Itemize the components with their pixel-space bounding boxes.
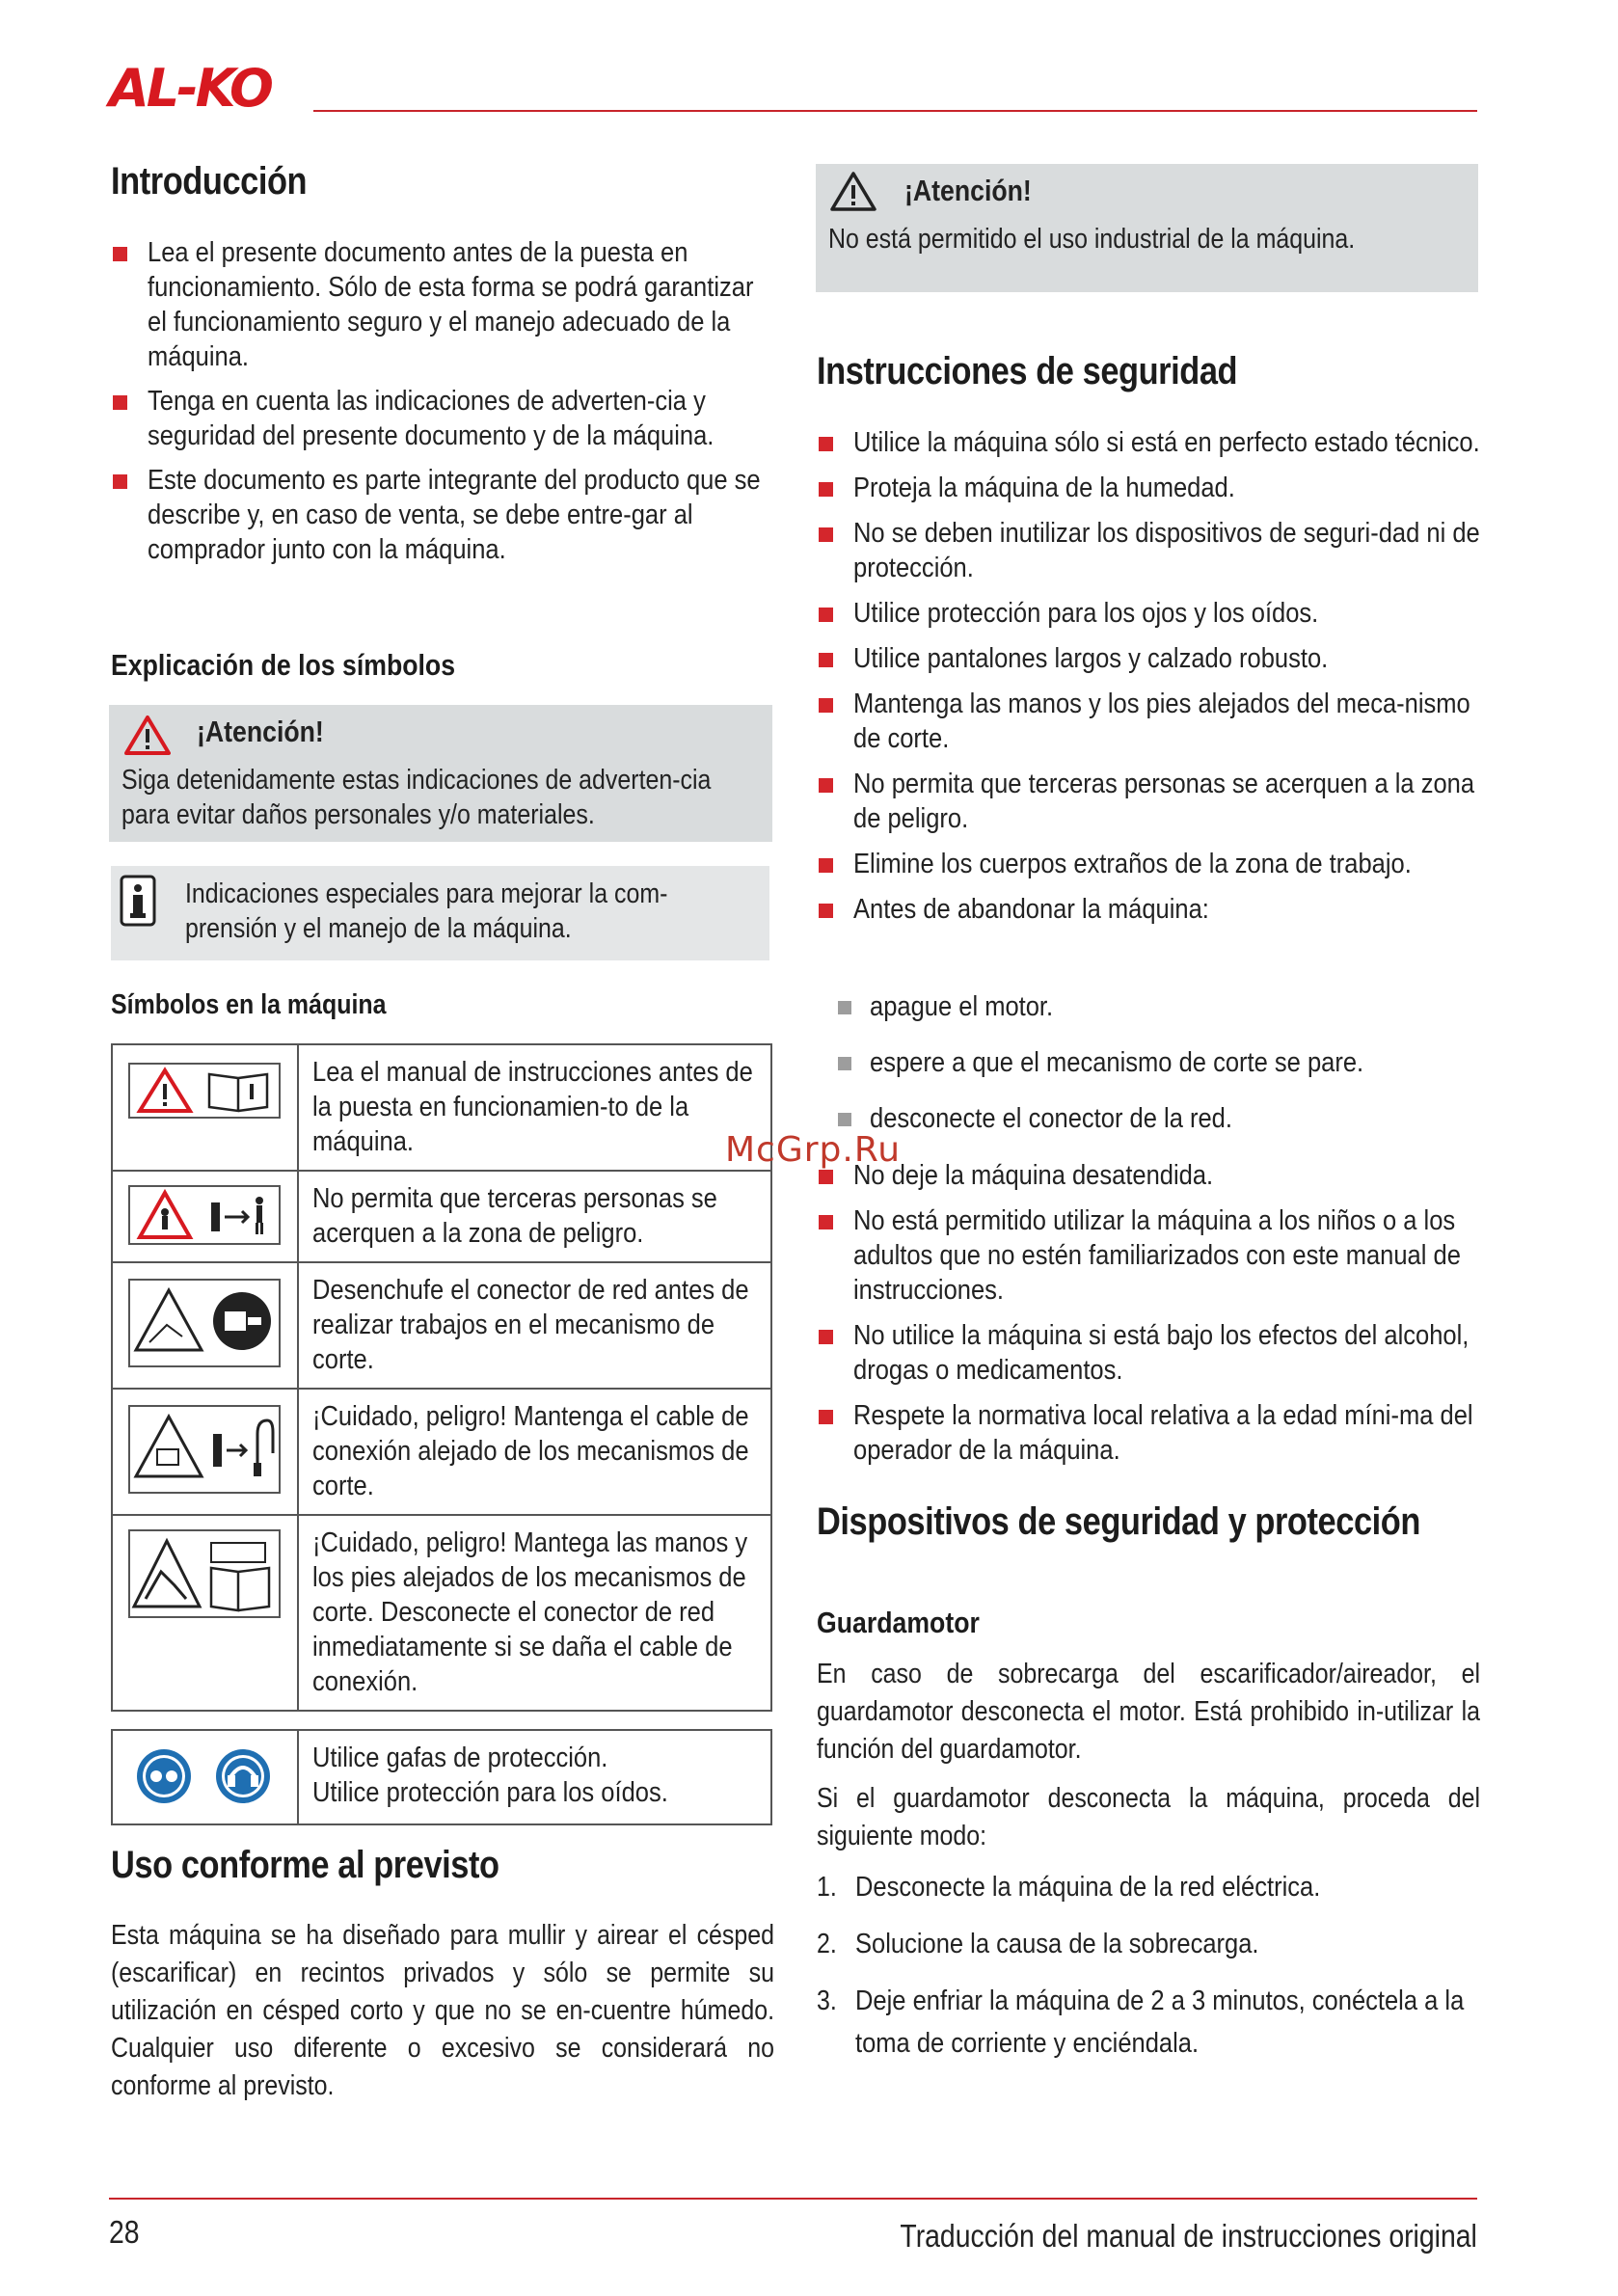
- guard-text-1: En caso de sobrecarga del escarificador/aireador, el guardamotor desconecta el motor. Está prohibido in-utilizar la función del guardamotor.: [817, 1659, 1480, 1765]
- list-item: Mantenga las manos y los pies alejados del meca-nismo de corte.: [817, 687, 1482, 756]
- header-rule: [313, 110, 1477, 112]
- list-item: 3. Deje enfriar la máquina de 2 a 3 minutos, conéctela a la toma de corriente y enciéndala.: [817, 1985, 1465, 2059]
- attention-text: No está permitido el uso industrial de la máquina.: [828, 224, 1356, 255]
- table-row: [112, 1171, 771, 1262]
- list-item: Antes de abandonar la máquina:: [817, 892, 1482, 927]
- protection-table: [111, 1729, 772, 1825]
- footer-rule: [109, 2198, 1477, 2200]
- list-item: No deje la máquina desatendida.: [817, 1158, 1482, 1193]
- bullet-icon: [819, 608, 833, 622]
- intro-title: Introducción: [111, 160, 308, 203]
- symbol-table: [111, 1043, 772, 1712]
- warning-triangle-icon: [124, 715, 171, 755]
- safety-list: [817, 425, 1482, 944]
- list-item: Utilice pantalones largos y calzado robusto.: [817, 641, 1482, 676]
- use-title: Uso conforme al previsto: [111, 1844, 499, 1886]
- list-item: apague el motor.: [817, 989, 1482, 1024]
- keep-distance-icon: [128, 1185, 281, 1245]
- list-item: Proteja la máquina de la humedad.: [817, 471, 1482, 505]
- page-number: 28: [109, 2214, 140, 2250]
- list-item: 1. Desconecte la máquina de la red eléctrica.: [817, 1872, 1321, 1903]
- alko-logo: [109, 58, 302, 119]
- table-row: [112, 1389, 771, 1515]
- safety-list-2: [817, 1158, 1482, 1468]
- bullet-icon: [838, 1113, 851, 1126]
- bullet-icon: [819, 1170, 833, 1184]
- attention-text: Siga detenidamente estas indicaciones de adverten-cia para evitar daños personales y/o materiales.: [121, 765, 712, 830]
- list-item: No utilice la máquina si está bajo los efectos del alcohol, drogas o medicamentos.: [817, 1318, 1482, 1388]
- bullet-icon: [819, 653, 833, 667]
- symbol-cell: [112, 1515, 298, 1711]
- machine-symbols-title: Símbolos en la máquina: [111, 989, 387, 1020]
- list-item: Respete la normativa local relativa a la edad míni-ma del operador de la máquina.: [817, 1398, 1482, 1468]
- list-item: 2. Solucione la causa de la sobrecarga.: [817, 1929, 1259, 1959]
- devices-title: Dispositivos de seguridad y protección: [817, 1500, 1420, 1543]
- list-item: espere a que el mecanismo de corte se pare.: [817, 1045, 1482, 1080]
- symbol-text: Utilice gafas de protección. Utilice protección para los oídos.: [298, 1730, 771, 1824]
- safety-sublist: [817, 989, 1482, 1136]
- info-text: Indicaciones especiales para mejorar la com-prensión y el manejo de la máquina.: [185, 878, 668, 944]
- symbols-title: Explicación de los símbolos: [111, 648, 456, 682]
- bullet-icon: [113, 474, 127, 489]
- table-row: [112, 1262, 771, 1389]
- attention-box-right: [816, 164, 1478, 292]
- symbol-text: No permita que terceras personas se acerquen a la zona de peligro.: [298, 1171, 771, 1262]
- bullet-icon: [819, 1410, 833, 1424]
- use-text: Esta máquina se ha diseñado para mullir y airear el césped (escarificar) en recintos privados y sólo se permite su utilización en césped corto y que no se en-cuentre húmedo. Cualquier uso diferente o excesivo se considerará no conforme al previsto.: [111, 1920, 774, 2101]
- read-manual-icon: [128, 1063, 281, 1119]
- attention-title: ¡Atención!: [904, 174, 1032, 207]
- list-item: Este documento es parte integrante del producto que se describe y, en caso de venta, se debe entre-gar al comprador junto con la máquina.: [111, 463, 776, 567]
- bullet-icon: [819, 858, 833, 873]
- bullet-icon: [819, 1330, 833, 1344]
- guard-text-2: Si el guardamotor desconecta la máquina, proceda del siguiente modo:: [817, 1783, 1480, 1851]
- intro-list: [111, 235, 776, 567]
- eye-ear-protection-icon: [128, 1746, 281, 1806]
- bullet-icon: [819, 698, 833, 713]
- table-row: [112, 1044, 771, 1171]
- list-item: desconecte el conector de la red.: [817, 1101, 1482, 1136]
- symbol-text: Lea el manual de instrucciones antes de la puesta en funcionamien-to de la máquina.: [298, 1044, 771, 1171]
- bullet-icon: [838, 1057, 851, 1070]
- list-item: No está permitido utilizar la máquina a los niños o a los adultos que no estén familiarizados con este manual de instrucciones.: [817, 1203, 1482, 1308]
- list-item: Elimine los cuerpos extraños de la zona de trabajo.: [817, 847, 1482, 881]
- symbol-cell: [112, 1262, 298, 1389]
- list-item: Tenga en cuenta las indicaciones de adverten-cia y seguridad del presente documento y de la máquina.: [111, 384, 776, 453]
- watermark: McGrp.Ru: [725, 1130, 902, 1170]
- cable-hazard-icon: [128, 1405, 281, 1494]
- list-item: No permita que terceras personas se acerquen a la zona de peligro.: [817, 767, 1482, 836]
- symbol-cell: [112, 1171, 298, 1262]
- bullet-icon: [819, 778, 833, 793]
- bullet-icon: [819, 482, 833, 497]
- hands-feet-hazard-icon: [128, 1529, 281, 1618]
- attention-title: ¡Atención!: [197, 715, 324, 748]
- symbol-text: ¡Cuidado, peligro! Mantenga el cable de conexión alejado de los mecanismos de corte.: [298, 1389, 771, 1515]
- warning-triangle-icon: [830, 171, 876, 211]
- symbol-cell: [112, 1389, 298, 1515]
- logo-text: AL-KO: [109, 58, 271, 119]
- symbol-cell: [112, 1730, 298, 1824]
- unplug-icon: [128, 1279, 281, 1367]
- info-box: [111, 866, 769, 960]
- list-item: Lea el presente documento antes de la puesta en funcionamiento. Sólo de esta forma se podrá garantizar el funcionamiento seguro y el manejo adecuado de la máquina.: [111, 235, 776, 374]
- steps-list: [817, 1866, 1482, 2065]
- safety-title: Instrucciones de seguridad: [817, 350, 1238, 392]
- attention-box: [109, 705, 772, 842]
- table-row: [112, 1515, 771, 1711]
- list-item: Utilice protección para los ojos y los oídos.: [817, 596, 1482, 631]
- table-row: [112, 1730, 771, 1824]
- list-item: No se deben inutilizar los dispositivos de seguri-dad ni de protección.: [817, 516, 1482, 585]
- guard-title: Guardamotor: [817, 1606, 980, 1639]
- bullet-icon: [113, 247, 127, 261]
- info-icon: [120, 875, 156, 927]
- bullet-icon: [819, 437, 833, 451]
- symbol-text: ¡Cuidado, peligro! Mantega las manos y los pies alejados de los mecanismos de corte. Desconecte el conector de red inmediatamente si se daña el cable de conexión.: [298, 1515, 771, 1711]
- symbol-cell: [112, 1044, 298, 1171]
- symbol-text: Desenchufe el conector de red antes de realizar trabajos en el mecanismo de corte.: [298, 1262, 771, 1389]
- bullet-icon: [838, 1001, 851, 1014]
- bullet-icon: [819, 904, 833, 918]
- footer-text: Traducción del manual de instrucciones original: [900, 2218, 1477, 2254]
- bullet-icon: [819, 1215, 833, 1229]
- list-item: Utilice la máquina sólo si está en perfecto estado técnico.: [817, 425, 1482, 460]
- bullet-icon: [113, 395, 127, 410]
- bullet-icon: [819, 527, 833, 542]
